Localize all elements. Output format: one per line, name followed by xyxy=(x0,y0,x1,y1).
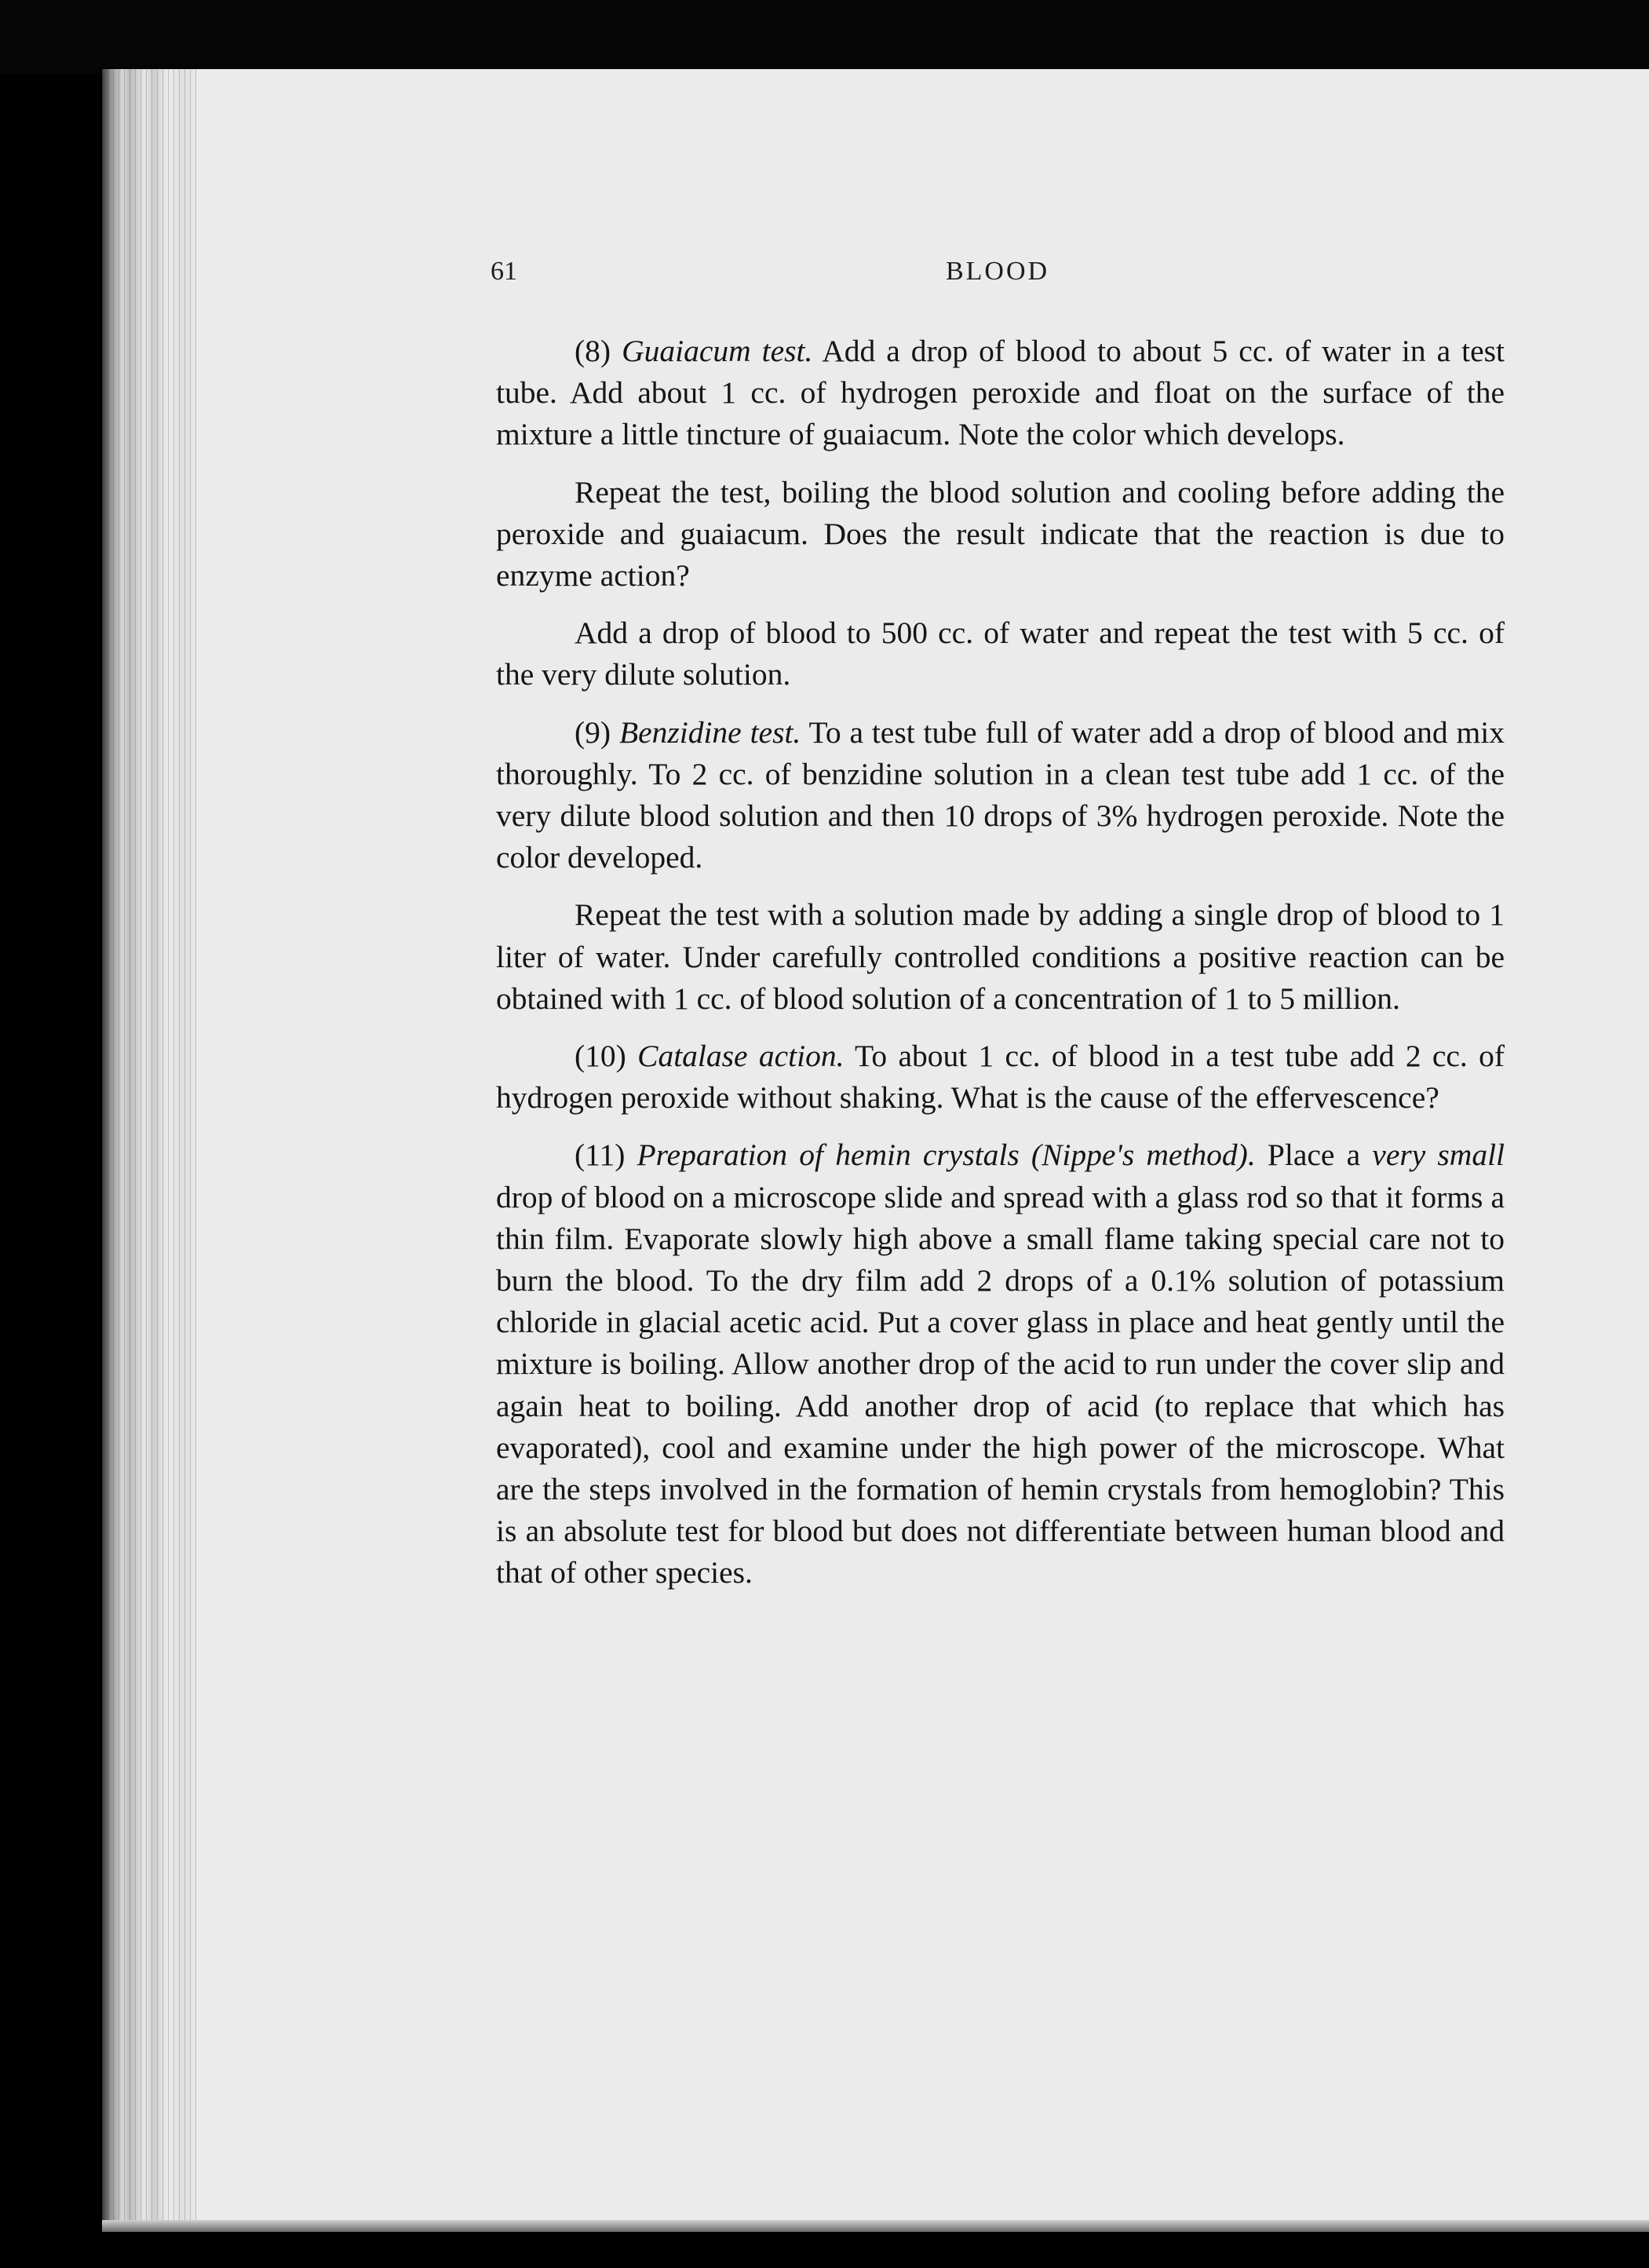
section-title: Preparation of hemin crystals (Nippe's method). xyxy=(637,1138,1256,1173)
paragraph-text: drop of blood on a microscope slide and spread with a glass rod so that it forms a thin film. Evaporate slowly high above a small flame taking special care not to burn the blood. To the dry film add 2 drops of a 0.1% solution of potassium chloride in glacial acetic acid. Put a cover glass in place and heat gently until the mixture is boiling. Allow another drop of the acid to run under the cover slip and again heat to boiling. Add another drop of acid (to replace that which has evaporated), cool and examine under the high power of the microscope. What are the steps involved in the formation of hemin crystals from hemoglobin? This is an absolute test for blood but does not differentiate between human blood and that of other species. xyxy=(496,1179,1505,1591)
paragraph-text: Add a drop of blood to 500 cc. of water and repeat the test with 5 cc. of the very dilute solution. xyxy=(496,615,1505,692)
body-text xyxy=(496,331,1505,1610)
section-number: (9) xyxy=(575,714,611,750)
paragraph-text-a: Place a xyxy=(1267,1138,1361,1173)
scan-background xyxy=(0,0,1649,75)
section-number: (11) xyxy=(575,1138,626,1173)
page-number: 61 xyxy=(491,257,517,286)
running-head: BLOOD xyxy=(945,257,1050,286)
paragraph-dilute-test xyxy=(496,612,1505,696)
section-title: Benzidine test. xyxy=(618,714,801,750)
paragraph-text: Repeat the test, boiling the blood solution and cooling before adding the peroxide and guaiacum. Does the result indicate that the reaction is due to enzyme action? xyxy=(496,474,1505,593)
emphasis-text: very small xyxy=(1372,1138,1505,1173)
paragraph-guaiacum-test xyxy=(496,331,1505,456)
paragraph-text: Repeat the test with a solution made by adding a single drop of blood to 1 liter of water. Under carefully controlled conditions a positive reaction can be obtained with 1 cc. of blood solution of a concentration of 1 to 5 million. xyxy=(496,897,1505,1016)
paragraph-repeat-liter xyxy=(496,894,1505,1020)
paragraph-benzidine-test xyxy=(496,712,1505,879)
paragraph-text: To a test tube full of water add a drop of blood and mix thoroughly. To 2 cc. of benzidine solution in a clean test tube add 1 cc. of the very dilute blood solution and then 10 drops of 3% hydrogen peroxide. Note the color developed. xyxy=(496,714,1505,875)
paragraph-catalase-action xyxy=(496,1035,1505,1119)
section-number: (10) xyxy=(575,1039,626,1074)
section-number: (8) xyxy=(575,334,611,368)
page-bottom-shadow xyxy=(102,2220,1649,2232)
book-page-edges xyxy=(102,69,196,2232)
paragraph-hemin-crystals xyxy=(496,1134,1505,1594)
section-title: Guaiacum test. xyxy=(622,334,813,368)
paragraph-text: Add a drop of blood to about 5 cc. of water in a test tube. Add about 1 cc. of hydrogen peroxide and float on the surface of the mixture a little tincture of guaiacum. Note the color which develops. xyxy=(496,334,1505,452)
page-header xyxy=(491,257,1505,288)
paragraph-repeat-boiling xyxy=(496,472,1505,597)
section-title: Catalase action. xyxy=(637,1039,845,1074)
paragraph-text: To about 1 cc. of blood in a test tube add 2 cc. of hydrogen peroxide without shaking. What is the cause of the effervescence? xyxy=(496,1039,1505,1116)
